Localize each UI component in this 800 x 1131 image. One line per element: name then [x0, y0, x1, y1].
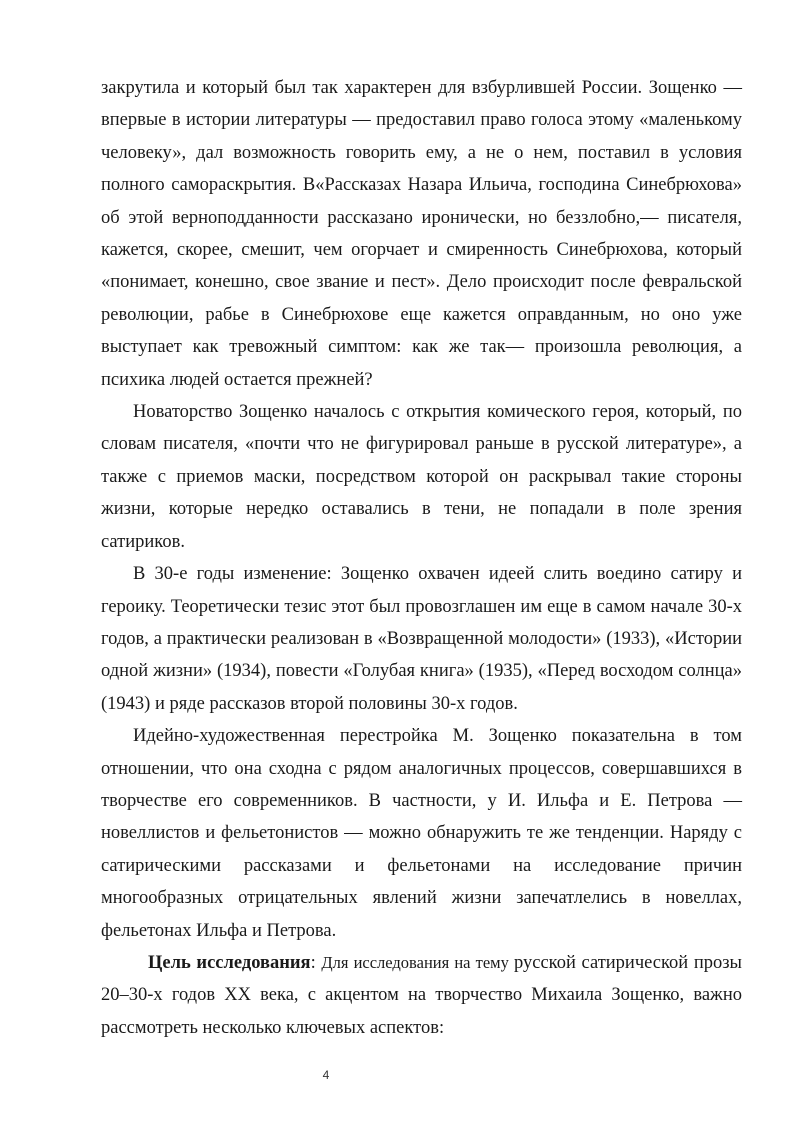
paragraph-4: Идейно-художественная перестройка М. Зощенко показательна в том отношении, что она сходна с рядом аналогичных процессов, совершавшихся в творчестве его современников. В частности, у И. Ильфа и Е. Петрова — новеллистов и фельетонистов — можно обнаружить те же тенденции. Наряду с сатирическими рассказами и фельетонами на исследование причин многообразных отрицательных явлений жизни запечатлелись в новеллах, фельетонах Ильфа и Петрова.: [101, 726, 742, 941]
research-goal-text: русской сатирической прозы 20–30-х годов XX века, с акцентом на творчество Михаила Зощенко, важно рассмотреть несколько ключевых аспектов:: [101, 952, 742, 1038]
research-goal-colon: :: [310, 952, 322, 973]
paragraph-3: В 30-е годы изменение: Зощенко охвачен идеей слить воедино сатиру и героику. Теоретически тезис этот был провозглашен им еще в самом начале 30-х годов, а практически реализован в «Возвращенной молодости» (1933), «Истории одной жизни» (1934), повести «Голубая книга» (1935), «Перед восходом солнца» (1943) и ряде рассказов второй половины 30-х годов.: [101, 564, 742, 714]
paragraph-2: Новаторство Зощенко началось с открытия комического героя, который, по словам писателя, «почти что не фигурировал раньше в русской литературе», а также с приемов маски, посредством которой он раскрывал такие стороны жизни, которые нередко оставались в тени, не попадали в поле зрения сатириков.: [101, 402, 742, 552]
research-goal-lead: Для исследования на тему: [321, 952, 514, 972]
document-body: [101, 72, 742, 1044]
page-number: 4: [322, 1068, 330, 1082]
paragraph-1: закрутила и который был так характерен для взбурлившей России. Зощенко — впервые в истории литературы — предоставил право голоса этому «маленькому человеку», дал возможность говорить ему, а не о нем, поставил в условия полного самораскрытия. В«Рассказах Назара Ильича, господина Синебрюхова» об этой верноподданности рассказано иронически, но беззлобно,— писателя, кажется, скорее, смешит, чем огорчает и смиренность Синебрюхова, который «понимает, конешно, свое звание и пест». Дело происходит после февральской революции, рабье в Синебрюхове еще кажется оправданным, но оно уже выступает как тревожный симптом: как же так— произошла революция, а психика людей остается прежней?: [101, 78, 742, 390]
research-goal-label: Цель исследования: [148, 952, 311, 973]
research-goal-paragraph: [101, 947, 742, 1044]
